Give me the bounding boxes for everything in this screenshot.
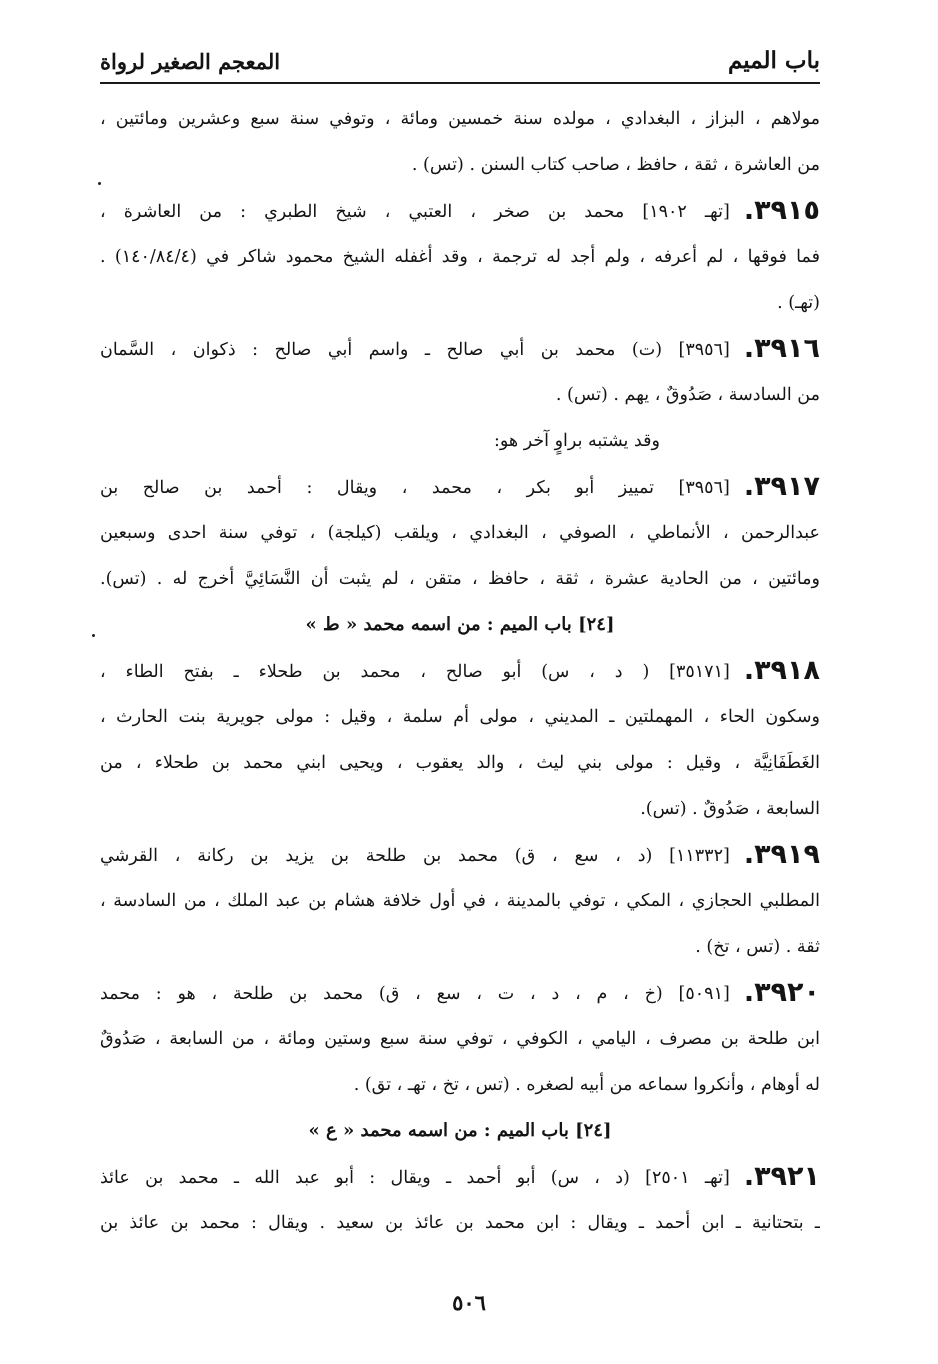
line-text: ثقة . (تس ، تخ) . bbox=[695, 937, 820, 957]
line-text: [تهـ ١٩٠٢] محمد بن صخر ، العتبي ، شيخ الطبري : من العاشرة ، bbox=[100, 202, 730, 222]
chapter-title: باب الميم bbox=[727, 47, 820, 74]
entry-line bbox=[100, 1154, 820, 1200]
entry-line bbox=[100, 188, 820, 234]
line-text: ومائتين ، من الحادية عشرة ، ثقة ، حافظ ، متقن ، لم يثبت أن النَّسَائِيَّ أخرج له . (تس). bbox=[100, 569, 820, 589]
text-line bbox=[100, 924, 820, 970]
line-text: السابعة ، صَدُوقٌ . (تس). bbox=[640, 799, 820, 819]
text-line bbox=[100, 372, 820, 418]
line-text: وقد يشتبه براوٍ آخر هو: bbox=[493, 431, 660, 451]
line-text: عبدالرحمن ، الأنماطي ، الصوفي ، البغدادي ، ويلقب (كيلجة) ، توفي سنة احدى وسبعين bbox=[100, 523, 820, 543]
line-text: فما فوقها ، لم أعرفه ، ولم أجد له ترجمة ، وقد أغفله الشيخ محمود شاكر في (١٤٠/٨٤/٤) . bbox=[100, 247, 820, 267]
page-number: ٥٠٦ bbox=[452, 1290, 486, 1315]
line-text: [٢٤] باب الميم : من اسمه محمد « ط » bbox=[305, 614, 615, 635]
text-line bbox=[100, 234, 820, 280]
line-text: له أوهام ، وأنكروا سماعه من أبيه لصغره . (تس ، تخ ، تهـ ، تق) . bbox=[353, 1075, 820, 1095]
line-text: من السادسة ، صَدُوقٌ ، يهم . (تس) . bbox=[555, 385, 820, 405]
line-text: ابن طلحة بن مصرف ، اليامي ، الكوفي ، توفي سنة سبع وستين ومائة ، من السابعة ، صَدُوقٌ bbox=[100, 1029, 820, 1049]
section-heading bbox=[100, 602, 820, 648]
line-text: [٣٩٥٦] تمييز أبو بكر ، محمد ، ويقال : أحمد بن صالح بن bbox=[100, 478, 730, 498]
section-heading bbox=[100, 1108, 820, 1154]
text-line bbox=[100, 1062, 820, 1108]
line-text: المطلبي الحجازي ، المكي ، توفي بالمدينة ، في أول خلافة هشام بن عبد الملك ، من السادسة ، bbox=[100, 891, 820, 911]
entry-number: ٣٩٢٠. bbox=[743, 977, 820, 1008]
ink-speck bbox=[98, 182, 101, 185]
book-title: المعجم الصغير لرواة bbox=[100, 49, 281, 74]
text-line bbox=[100, 142, 820, 188]
ink-speck bbox=[92, 634, 95, 637]
text-line bbox=[100, 1016, 820, 1062]
entry-line bbox=[100, 326, 820, 372]
entry-number: ٣٩١٦. bbox=[743, 333, 820, 364]
line-text: [٥٠٩١] (خ ، م ، د ، ت ، سع ، ق) محمد بن طلحة ، هو : محمد bbox=[100, 984, 730, 1004]
line-text: (تهـ) . bbox=[777, 293, 820, 313]
text-line bbox=[100, 740, 820, 786]
text-line bbox=[100, 556, 820, 602]
line-text: [٢٤] باب الميم : من اسمه محمد « ع » bbox=[308, 1120, 612, 1141]
text-line bbox=[100, 878, 820, 924]
text-line bbox=[100, 418, 820, 464]
entry-number: ٣٩١٩. bbox=[743, 839, 820, 870]
entry-line bbox=[100, 464, 820, 510]
entry-line bbox=[100, 648, 820, 694]
page-header bbox=[100, 32, 820, 84]
line-text: [٣٩٥٦] (ت) محمد بن أبي صالح ـ واسم أبي صالح : ذكوان ، السَّمان bbox=[100, 340, 730, 360]
entry-line bbox=[100, 970, 820, 1016]
line-text: ـ بتحتانية ـ ابن أحمد ـ ويقال : ابن محمد بن عائذ بن سعيد . ويقال : محمد بن عائذ بن bbox=[100, 1213, 820, 1233]
line-text: [٣٥١٧١] ( د ، س) أبو صالح ، محمد بن طحلاء ـ بفتح الطاء ، bbox=[100, 662, 730, 682]
line-text: [تهـ ٢٥٠١] (د ، س) أبو أحمد ـ ويقال : أبو عبد الله ـ محمد بن عائذ bbox=[100, 1168, 730, 1188]
line-text: الغَطَفَانِيَّة ، وقيل : مولى بني ليث ، والد يعقوب ، ويحيى ابني محمد بن طحلاء ، من bbox=[100, 753, 820, 773]
line-text: [١١٣٣٢] (د ، سع ، ق) محمد بن طلحة بن يزيد بن ركانة ، القرشي bbox=[100, 846, 730, 866]
entry-number: ٣٩٢١. bbox=[743, 1161, 820, 1192]
entry-number: ٣٩١٨. bbox=[743, 655, 820, 686]
entry-line bbox=[100, 832, 820, 878]
page-body bbox=[100, 96, 820, 1246]
text-line bbox=[100, 1200, 820, 1246]
text-line bbox=[100, 786, 820, 832]
text-line bbox=[100, 510, 820, 556]
text-line bbox=[100, 694, 820, 740]
line-text: مولاهم ، البزاز ، البغدادي ، مولده سنة خمسين ومائة ، وتوفي سنة سبع وعشرين ومائتين ، bbox=[100, 109, 820, 129]
entry-number: ٣٩١٥. bbox=[743, 195, 820, 226]
entry-number: ٣٩١٧. bbox=[743, 471, 820, 502]
text-line bbox=[100, 96, 820, 142]
line-text: من العاشرة ، ثقة ، حافظ ، صاحب كتاب السنن . (تس) . bbox=[411, 155, 820, 175]
line-text: وسكون الحاء ، المهملتين ـ المديني ، مولى أم سلمة ، وقيل : مولى جويرية بنت الحارث ، bbox=[100, 707, 820, 727]
text-line bbox=[100, 280, 820, 326]
